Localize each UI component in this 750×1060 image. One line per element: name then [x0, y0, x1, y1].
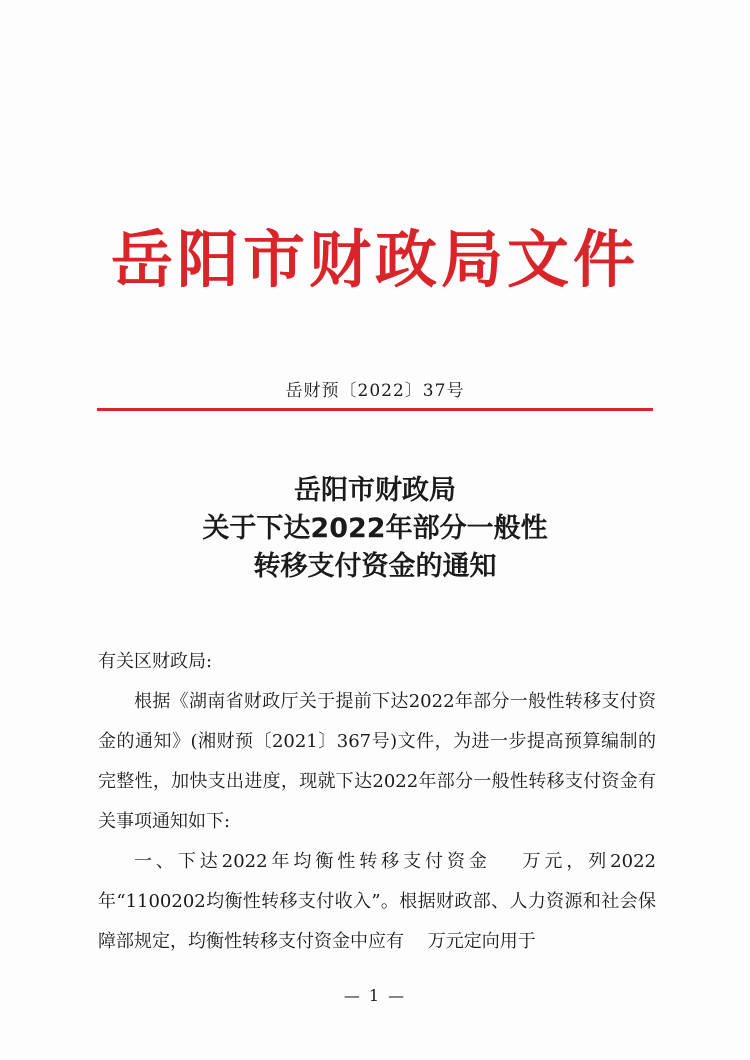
notice-title-line-3: 转移支付资金的通知	[253, 551, 497, 582]
notice-title-line-1: 岳阳市财政局	[294, 475, 456, 506]
notice-title	[0, 472, 750, 586]
notice-body	[98, 642, 656, 962]
body-paragraph-2: 一、下达2022年均衡性转移支付资金 万元，列2022年“1100202均衡性转移支付收入”。根据财政部、人力资源和社会保障部规定，均衡性转移支付资金中应有 万元定向用于	[98, 851, 656, 952]
body-paragraph-1: 根据《湖南省财政厅关于提前下达2022年部分一般性转移支付资金的通知》(湘财预〔2021〕367号)文件，为进一步提高预算编制的完整性，加快支出进度，现就下达2022年部分一般性转移支付资金有关事项通知如下:	[98, 691, 656, 832]
salutation: 有关区财政局:	[98, 651, 213, 672]
notice-title-line-2: 关于下达2022年部分一般性	[202, 513, 548, 544]
red-divider-line	[97, 408, 653, 411]
masthead-title: 岳阳市财政局文件	[110, 223, 639, 296]
document-number: 岳财预〔2022〕37号	[285, 381, 465, 401]
page-number: — 1 —	[343, 986, 407, 1005]
